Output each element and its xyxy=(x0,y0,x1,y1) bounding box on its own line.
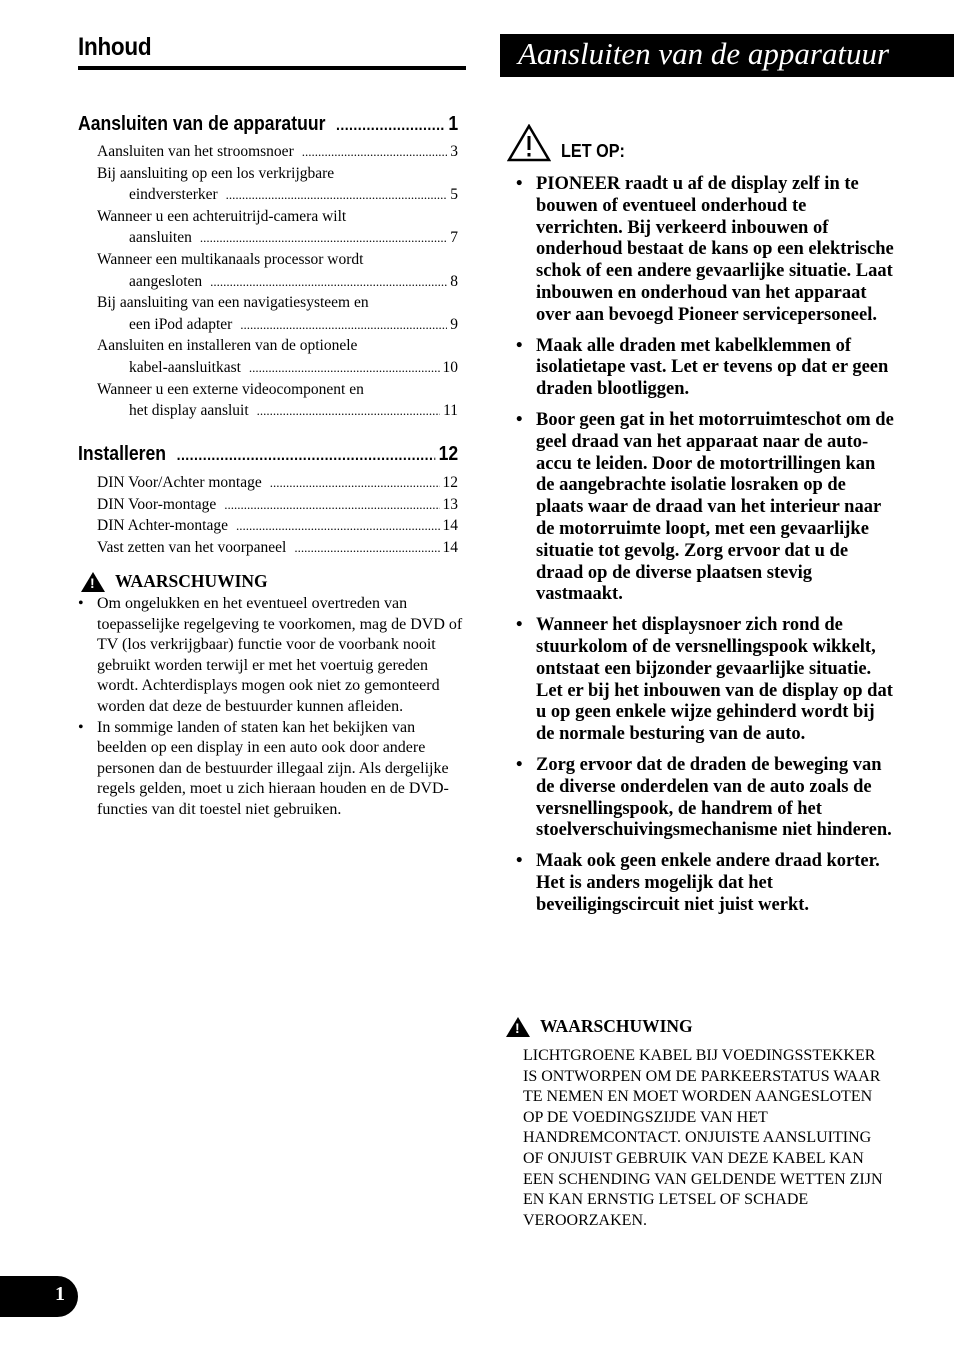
caution-heading: LET OP: xyxy=(507,124,632,162)
list-item: • Wanneer het displaysnoer zich rond de stuurkolom of de versnellingspook wikkelt, ontstaat een bijzonder gevaarlijke situatie. Let er bij het inbouwen van de display op dat u op geen enkele wijze gehinderd wordt bij de normale besturing van de auto. xyxy=(516,615,896,746)
toc-entry[interactable]: Vast zetten van het voorpaneel ..... 14 xyxy=(97,537,458,559)
list-item: • Maak alle draden met kabelklemmen of isolatietape vast. Let er tevens op dat er geen draden blootliggen. xyxy=(516,336,896,401)
toc-heading-installeren[interactable] xyxy=(78,443,458,466)
warning-heading-right: ! WAARSCHUWING xyxy=(506,1016,693,1037)
list-item: • Zorg ervoor dat de draden de beweging van de diverse onderdelen van de auto zoals de versnellingspook, de handrem of het stoelverschuivingsmechanisme niet hinderen. xyxy=(516,755,896,842)
toc-list-installeren xyxy=(97,472,458,558)
warning-text-right: LICHTGROENE KABEL BIJ VOEDINGSSTEKKER IS ONTWORPEN OM DE PARKEERSTATUS WAAR TE NEMEN EN MOET WORDEN AANGESLOTEN OP DE VOEDINGSZIJDE VAN HET HANDREMCONTACT. ONJUISTE AANSLUITING OF ONJUIST GEBRUIK VAN DEZE KABEL KAN EEN SCHENDING VAN GELDENDE WETTEN ZIJN EN KAN ERNSTIG LETSEL OF SCHADE VEROORZAKEN. xyxy=(523,1047,883,1229)
page-number: 1 xyxy=(55,1283,65,1305)
toc-entry[interactable]: Wanneer u een achteruitrijd-camera wilt aansluiten ..... 7 xyxy=(97,206,458,249)
list-item: • Om ongelukken en het eventueel overtreden van toepasselijke regelgeving te voorkomen, mag de DVD of TV (los verkrijgbaar) functie voor de voorbank nooit gebruikt worden terwijl er met het voertuig gereden wordt. Achterdisplays mogen ook niet zo gemonteerd worden dat deze de bestuurder kunnen afleiden. xyxy=(78,594,466,718)
title-rule xyxy=(78,66,466,70)
caution-triangle-outline-icon xyxy=(507,124,551,162)
toc-heading-aansluiten[interactable] xyxy=(78,113,458,136)
toc-entry[interactable]: Wanneer een multikanaals processor wordt aangesloten ..... 8 xyxy=(97,249,458,292)
warning-list-left xyxy=(78,594,466,821)
list-item: • PIONEER raadt u af de display zelf in te bouwen of eventueel onderhoud te verrichten. Bij verkeerd inbouwen of onderhoud bestaat de kans op een elektrische schok of een andere gevaarlijke situatie. Laat inbouwen en onderhoud van het apparaat over aan bevoegd Pioneer servicepersoneel. xyxy=(516,174,896,327)
caution-list xyxy=(516,174,896,926)
toc-entry[interactable]: Bij aansluiting op een los verkrijgbare eindversterker ..... 5 xyxy=(97,163,458,206)
toc-heading-page: 1 xyxy=(448,113,459,135)
page-title: Inhoud xyxy=(78,33,152,61)
list-item: • Maak ook geen enkele andere draad korter. Het is anders mogelijk dat het beveiligingscircuit niet juist werkt. xyxy=(516,851,896,916)
toc-heading-label: Aansluiten van de apparatuur xyxy=(78,113,326,135)
toc-entry[interactable]: Bij aansluiting van een navigatiesysteem en een iPod adapter ..... 9 xyxy=(97,292,458,335)
toc-list-aansluiten xyxy=(97,141,458,422)
toc-entry[interactable]: Aansluiten en installeren van de optionele kabel-aansluitkast ..... 10 xyxy=(97,335,458,378)
page-number-tab xyxy=(0,1276,78,1317)
warning-heading-left: ! WAARSCHUWING xyxy=(81,571,268,592)
toc-heading-label: Installeren xyxy=(78,443,167,465)
toc-entry[interactable]: Aansluiten van het stroomsnoer ..... 3 xyxy=(97,141,458,163)
toc-entry[interactable]: DIN Voor/Achter montage ..... 12 xyxy=(97,472,458,494)
list-item: • In sommige landen of staten kan het bekijken van beelden op een display in een auto ook door andere personen dan de bestuurder illegaal zijn. Als dergelijke regels gelden, moet u zich hieraan houden en de DVD-functies van dit toestel niet gebruiken. xyxy=(78,718,466,821)
toc-entry[interactable]: Wanneer u een externe videocomponent en het display aansluit ..... 11 xyxy=(97,379,458,422)
list-item: • Boor geen gat in het motorruimteschot om de geel draad van het apparaat naar de auto-accu te leiden. Door de motortrillingen kan de aangebrachte isolatie losraken op de plaats waar de draad van het interieur naar de motorruimte loopt, met een gevaarlijke situatie tot gevolg. Zorg ervoor dat u de draad op de diverse plaatsen stevig vastmaakt. xyxy=(516,410,896,606)
warning-triangle-icon xyxy=(81,572,105,592)
toc-heading-page: 12 xyxy=(438,443,459,465)
toc-entry[interactable]: DIN Achter-montage ..... 14 xyxy=(97,515,458,537)
toc-entry[interactable]: DIN Voor-montage ..... 13 xyxy=(97,494,458,516)
warning-triangle-icon xyxy=(506,1017,530,1037)
section-title: Aansluiten van de apparatuur xyxy=(518,36,890,71)
section-banner xyxy=(500,34,954,77)
